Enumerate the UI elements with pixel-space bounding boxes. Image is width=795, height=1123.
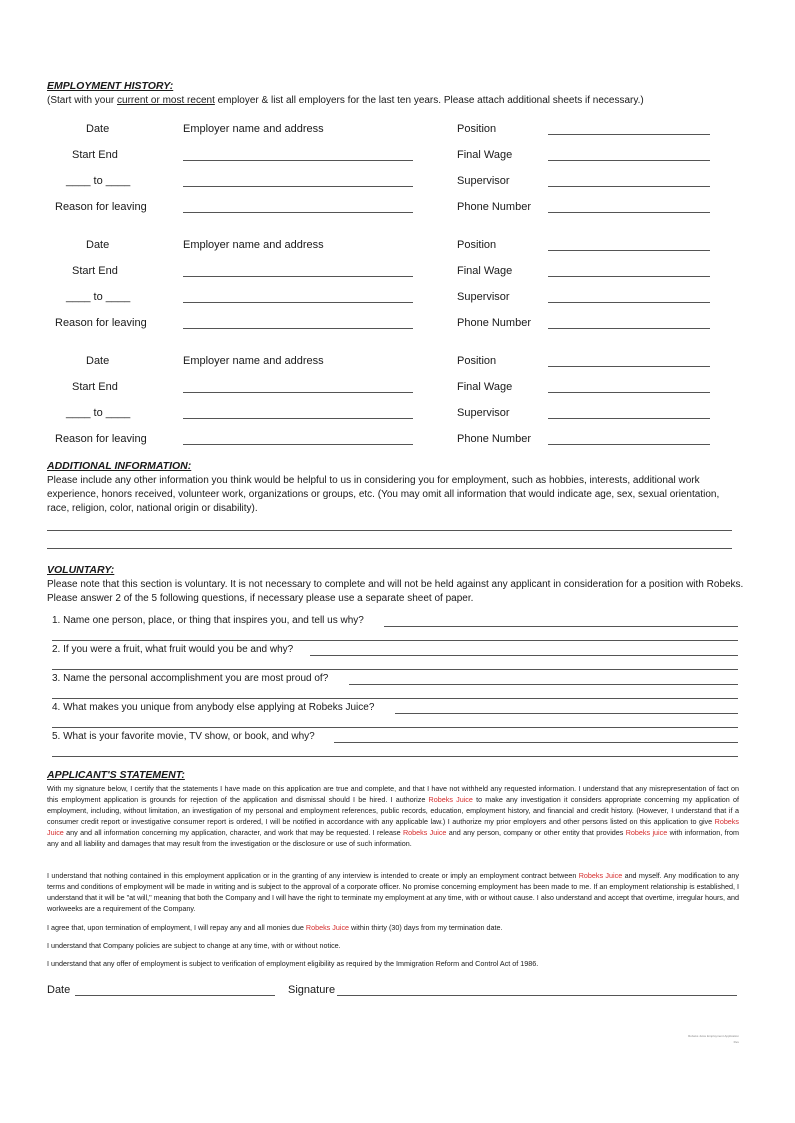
- voluntary-answer-4-line-1[interactable]: [395, 713, 738, 714]
- voluntary-question-2: 2. If you were a fruit, what fruit would you be and why?: [52, 644, 294, 655]
- emp3-phone-number-field[interactable]: [548, 444, 710, 445]
- emp1-employer-line-3[interactable]: [183, 212, 413, 213]
- emp3-start-end-label: Start End: [72, 381, 118, 393]
- emp1-employer-line-1[interactable]: [183, 160, 413, 161]
- voluntary-answer-1-line-2[interactable]: [52, 640, 738, 641]
- signature-field[interactable]: [337, 995, 737, 996]
- voluntary-answer-2-line-2[interactable]: [52, 669, 738, 670]
- emp1-supervisor-field[interactable]: [548, 186, 710, 187]
- voluntary-question-5: 5. What is your favorite movie, TV show, or book, and why?: [52, 731, 315, 742]
- emp2-employer-line-3[interactable]: [183, 328, 413, 329]
- date-field[interactable]: [75, 995, 275, 996]
- emp3-position-label: Position: [457, 355, 497, 367]
- emp3-employer-line-1[interactable]: [183, 392, 413, 393]
- additional-info-line-2[interactable]: [47, 548, 732, 549]
- footer-line-2: Rev: [733, 1040, 739, 1044]
- emp1-final-wage-label: Final Wage: [457, 149, 513, 161]
- emp1-date-label: Date: [86, 123, 110, 135]
- statement-paragraph-3: I agree that, upon termination of employment, I will repay any and all monies due Robeks Juice within thirty (30) days from my termination date.: [47, 923, 503, 932]
- voluntary-answer-5-line-1[interactable]: [334, 742, 738, 743]
- emp2-employer-line-1[interactable]: [183, 276, 413, 277]
- emp3-employer-label: Employer name and address: [183, 355, 324, 367]
- voluntary-answer-1-line-1[interactable]: [384, 626, 738, 627]
- emp3-reason-label: Reason for leaving: [55, 433, 147, 445]
- emp2-phone-number-field[interactable]: [548, 328, 710, 329]
- emp1-supervisor-label: Supervisor: [457, 175, 510, 187]
- voluntary-title: VOLUNTARY:: [47, 564, 115, 576]
- voluntary-answer-4-line-2[interactable]: [52, 727, 738, 728]
- emp3-phone-number-label: Phone Number: [457, 433, 531, 445]
- emp1-phone-number-field[interactable]: [548, 212, 710, 213]
- emp3-position-field[interactable]: [548, 366, 710, 367]
- emp2-to-label: ____ to ____: [66, 291, 131, 303]
- emp2-phone-number-label: Phone Number: [457, 317, 531, 329]
- emp2-reason-label: Reason for leaving: [55, 317, 147, 329]
- voluntary-text: Please note that this section is voluntary. It is not necessary to complete and will not be held against any applicant in consideration for a position with Robeks. Please answer 2 of the 5 following questions, if necessary please use a separate sheet of paper.: [47, 579, 744, 604]
- employment-history-intro: (Start with your current or most recent employer & list all employers for the last ten years. Please attach additional sheets if necessary.): [47, 95, 644, 106]
- emp2-final-wage-field[interactable]: [548, 276, 710, 277]
- voluntary-question-4: 4. What makes you unique from anybody else applying at Robeks Juice?: [52, 702, 375, 713]
- date-label: Date: [47, 984, 71, 996]
- emp2-position-label: Position: [457, 239, 497, 251]
- statement-paragraph-5: I understand that any offer of employment is subject to verification of employment eligibility as required by the Immigration Reform and Control Act of 1986.: [47, 959, 539, 968]
- voluntary-answer-2-line-1[interactable]: [310, 655, 738, 656]
- emp1-employer-line-2[interactable]: [183, 186, 413, 187]
- emp3-supervisor-label: Supervisor: [457, 407, 510, 419]
- emp1-start-end-label: Start End: [72, 149, 118, 161]
- voluntary-answer-3-line-1[interactable]: [349, 684, 738, 685]
- emp3-date-label: Date: [86, 355, 110, 367]
- emp1-employer-label: Employer name and address: [183, 123, 324, 135]
- emp3-to-label: ____ to ____: [66, 407, 131, 419]
- emp3-final-wage-field[interactable]: [548, 392, 710, 393]
- emp2-supervisor-field[interactable]: [548, 302, 710, 303]
- emp3-employer-line-3[interactable]: [183, 444, 413, 445]
- emp1-position-field[interactable]: [548, 134, 710, 135]
- additional-info-text: Please include any other information you think would be helpful to us in considering you for employment, such as hobbies, interests, additional work experience, honors received, volunteer work, organizations or groups, etc. (You may omit all information that would indicate age, sex, sexual orientation, race, religion, color, national origin or disability).: [47, 475, 720, 514]
- emp2-final-wage-label: Final Wage: [457, 265, 513, 277]
- signature-label: Signature: [288, 984, 336, 996]
- emp2-date-label: Date: [86, 239, 110, 251]
- additional-info-title: ADDITIONAL INFORMATION:: [47, 460, 192, 472]
- emp2-employer-line-2[interactable]: [183, 302, 413, 303]
- applicant-statement-title: APPLICANT'S STATEMENT:: [47, 769, 185, 781]
- emp3-final-wage-label: Final Wage: [457, 381, 513, 393]
- emp3-supervisor-field[interactable]: [548, 418, 710, 419]
- footer-line-1: Robeks Juice Employment Application: [688, 1034, 739, 1038]
- emp3-employer-line-2[interactable]: [183, 418, 413, 419]
- voluntary-question-3: 3. Name the personal accomplishment you are most proud of?: [52, 673, 329, 684]
- voluntary-question-1: 1. Name one person, place, or thing that inspires you, and tell us why?: [52, 615, 364, 626]
- emp1-position-label: Position: [457, 123, 497, 135]
- statement-paragraph-1: With my signature below, I certify that the statements I have made on this application are true and complete, and that I have not withheld any requested information. I understand that any misrepresentation of fact on this employment application is grounds for rejection of the application and dismissal should I be hired. I authorize Robeks Juice to make any investigation it considers appropriate concerning my application of employment, including, without limitation, an investigation of my personal and employment references, public records, education, employment history, and financial and credit history. (However, I understand that if a consumer credit report or investigative consumer report is ordered, I will be notified in accordance with any applicable law.) I authorize my prior employers and other persons listed on this application to give Robeks Juice any and all information concerning my application, character, and work that may be requested. I release Robeks Juice and any person, company or other entity that provides Robeks juice with information, from any and all liability and damages that may result from the investigation or the disclosure or use of such information.: [47, 784, 739, 848]
- emp2-position-field[interactable]: [548, 250, 710, 251]
- employment-history-title: EMPLOYMENT HISTORY:: [47, 80, 174, 92]
- additional-info-line-1[interactable]: [47, 530, 732, 531]
- emp2-employer-label: Employer name and address: [183, 239, 324, 251]
- voluntary-answer-5-line-2[interactable]: [52, 756, 738, 757]
- statement-paragraph-2: I understand that nothing contained in this employment application or in the granting of any interview is intended to create or imply an employment contract between Robeks Juice and myself. Any modification to any terms and conditions of employment will be made in writing and is subject to the approval of a corporate officer. No promise concerning employment has been made to me. If an employment relationship is established, I understand that it will be "at will," meaning that both the Company and I will have the right to terminate my employment at any time, with or without cause. I also understand and accept that overtime, irregular hours, and workweeks are a requirement of the Company.: [47, 871, 739, 913]
- emp2-supervisor-label: Supervisor: [457, 291, 510, 303]
- emp2-start-end-label: Start End: [72, 265, 118, 277]
- emp1-to-label: ____ to ____: [66, 175, 131, 187]
- emp1-phone-number-label: Phone Number: [457, 201, 531, 213]
- emp1-final-wage-field[interactable]: [548, 160, 710, 161]
- emp1-reason-label: Reason for leaving: [55, 201, 147, 213]
- statement-paragraph-4: I understand that Company policies are subject to change at any time, with or without notice.: [47, 941, 341, 950]
- voluntary-answer-3-line-2[interactable]: [52, 698, 738, 699]
